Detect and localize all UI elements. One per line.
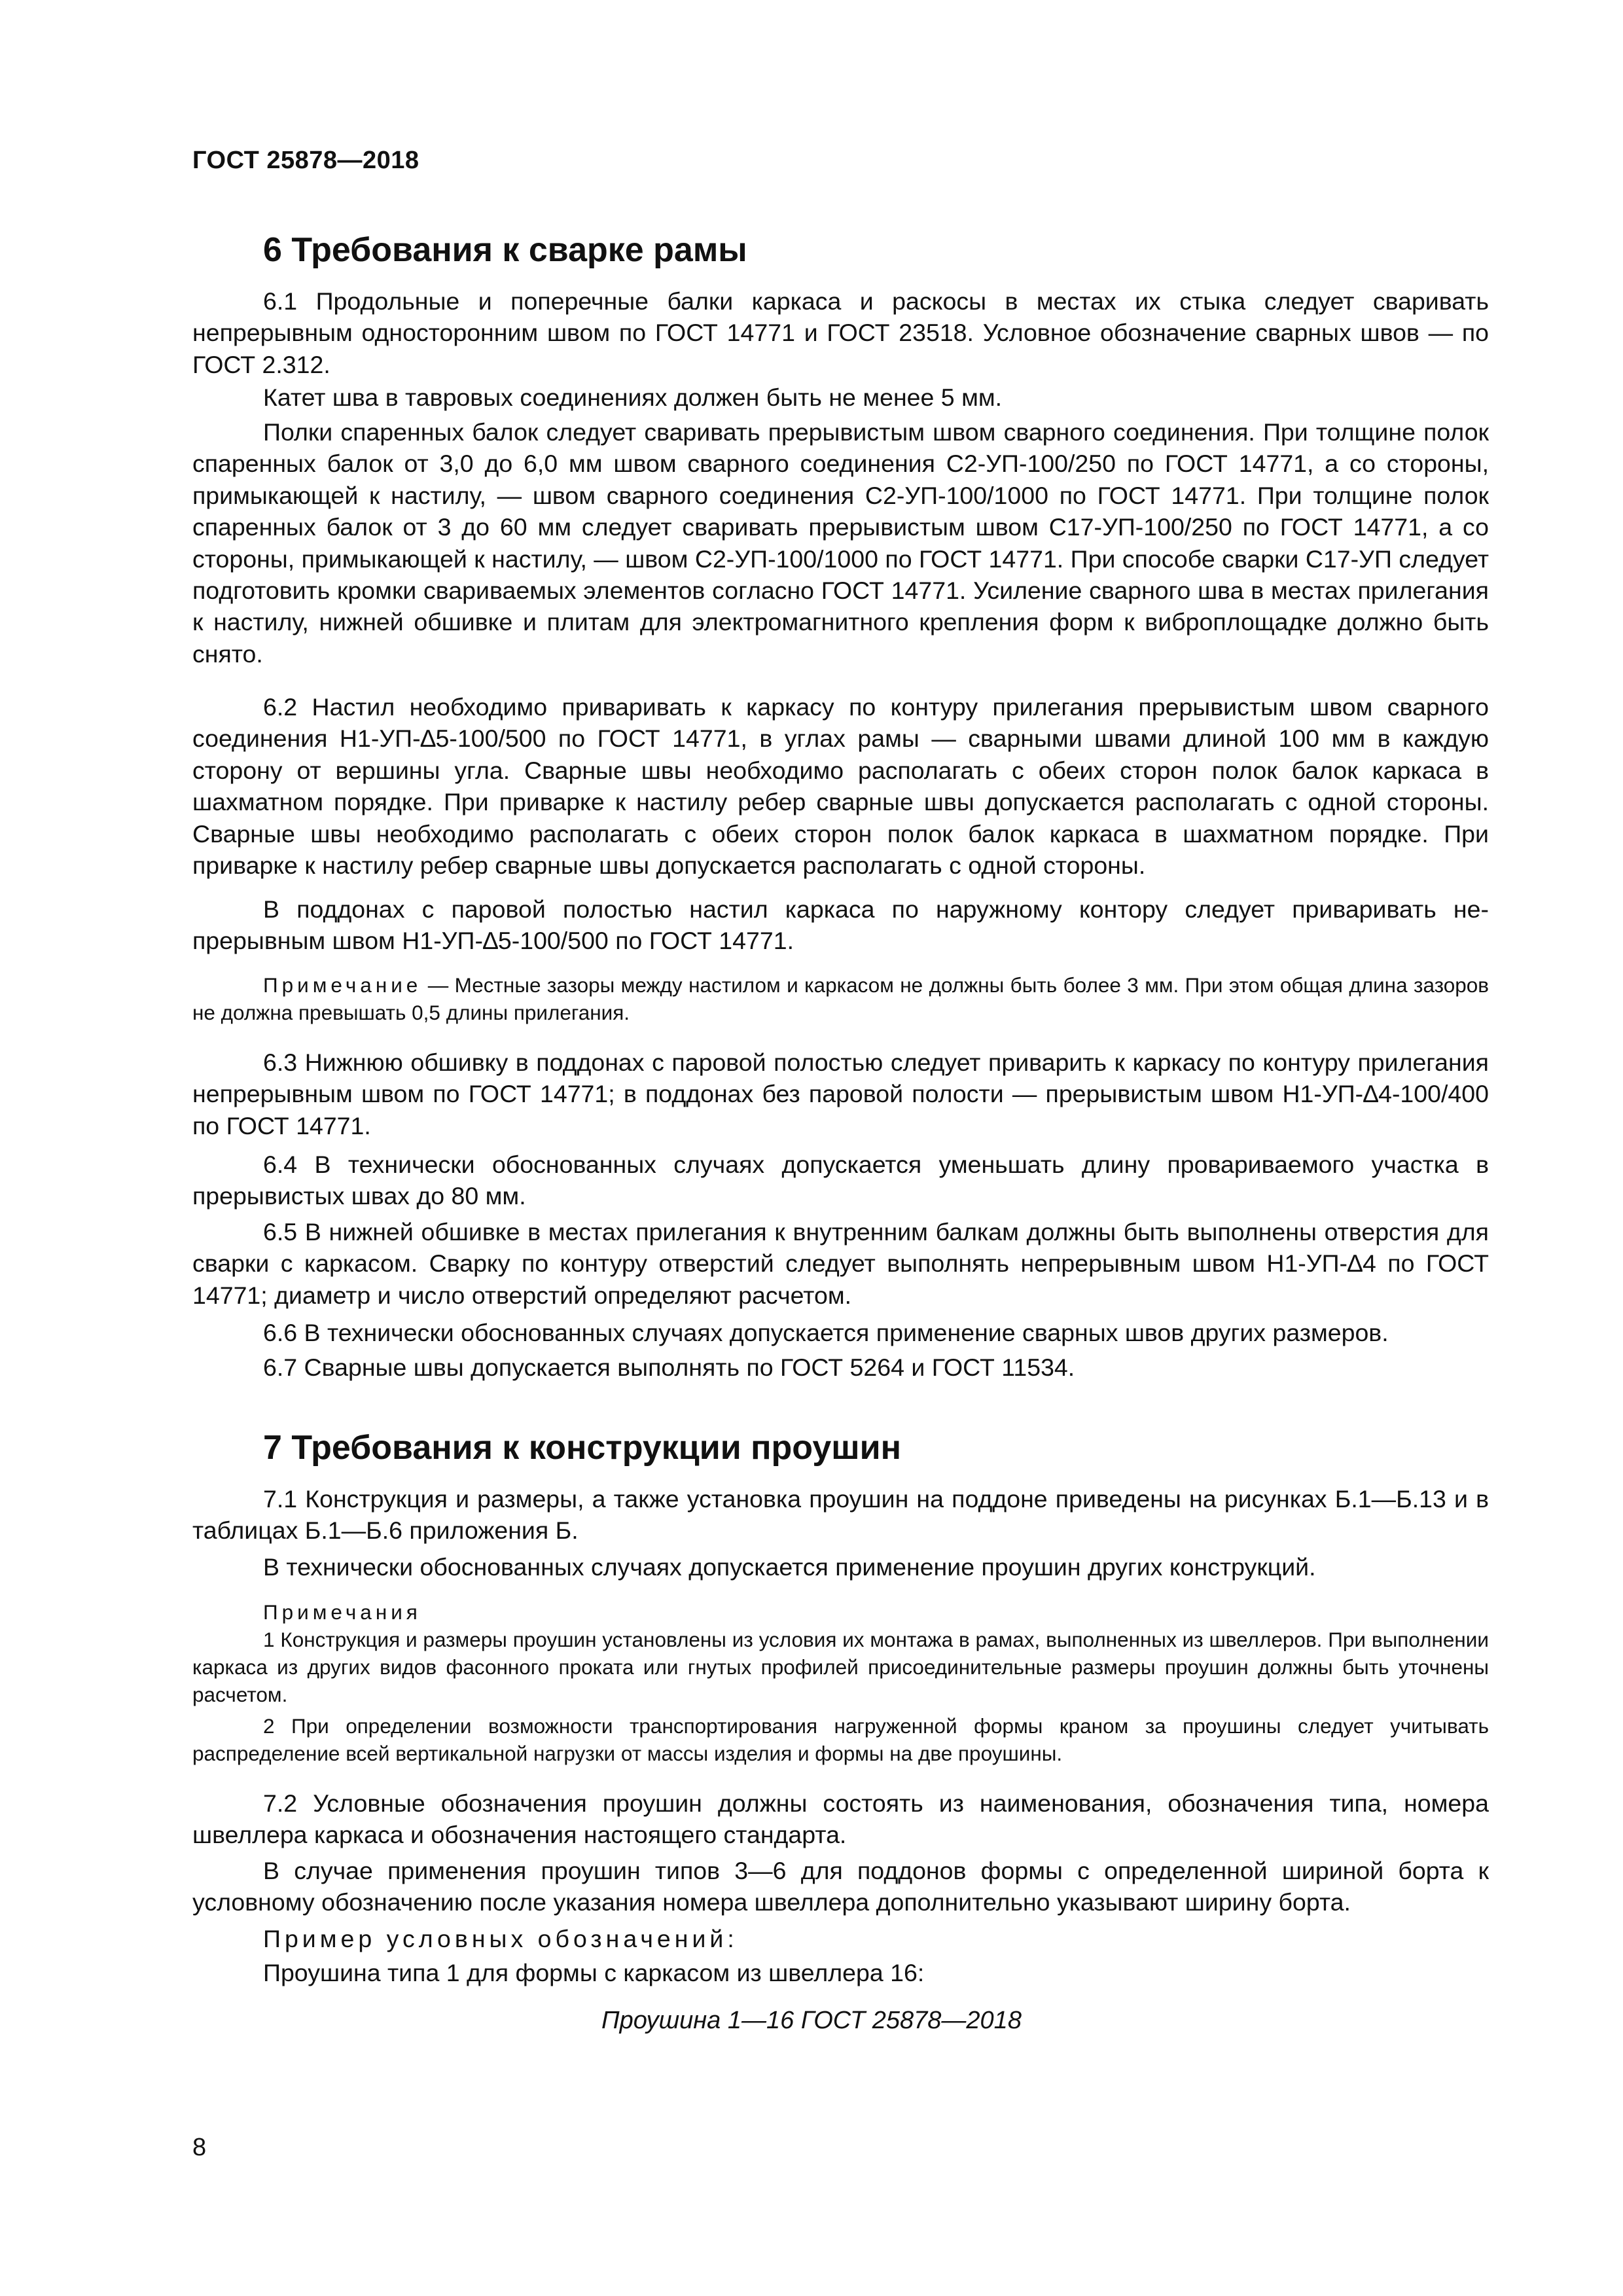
- notes-label: Примечания: [263, 1600, 421, 1624]
- paragraph-other-constructions: В технически обоснованных случаях допускается применение проушин других конструкций.: [263, 1553, 1316, 1581]
- example-formula: Проушина 1—16 ГОСТ 25878—2018: [601, 2007, 1022, 2034]
- paragraph-poddon: В поддонах с паровой полостью настил каркаса по наружному контору следует приваривать непрерывным швом Н1-УП-∆5-100/500 по ГОСТ 14771.: [192, 895, 1489, 955]
- note-6: [192, 971, 1489, 1026]
- paragraph-6-1: 6.1 Продольные и поперечные балки каркаса и раскосы в местах их стыка следует сваривать непрерывным односторонним швом по ГОСТ 14771 и ГОСТ 23518. Условное обозначение сварных швов — по ГОСТ 2.312.: [192, 287, 1489, 378]
- paragraph-types: В случае применения проушин типов 3—6 для поддонов формы с определенной шириной борта к условному обозначению после указания номера швеллера дополнительно указывают ширину борта.: [192, 1857, 1489, 1916]
- paragraph-7-2: 7.2 Условные обозначения проушин должны состоять из наименования, обозначения типа, номера швеллера каркаса и обозначения настоящего стандарта.: [192, 1789, 1489, 1849]
- note-1: 1 Конструкция и размеры проушин установлены из условия их монтажа в рамах, выполненных из швеллеров. При выполнении каркаса из других видов фасонного проката или гнутых профилей присоединительные размеры проушин должны быть уточнены расчетом.: [192, 1628, 1489, 1706]
- section-6-heading: 6 Требования к сварке рамы: [263, 231, 747, 269]
- example-label: Пример условных обозначений:: [263, 1925, 738, 1952]
- paragraph-6-6: 6.6 В технически обоснованных случаях допускается применение сварных швов других размеров.: [263, 1319, 1389, 1346]
- paragraph-polki: Полки спаренных балок следует сваривать прерывистым швом сварного соединения. При толщине полок спаренных балок от 3,0 до 6,0 мм швом сварного соединения С2-УП-100/250 по ГОСТ 14771, а со стороны, примыкающей к настилу, — швом сварного соединения С2-УП-100/1000 по ГОСТ 14771. При толщине полок спаренных балок от 3 до 60 мм следует сваривать прерывистым швом С17-УП-100/250 по ГОСТ 14771, а со стороны, примыкающей к настилу, — швом С2-УП-100/1000 по ГОСТ 14771. При способе сварки С17-УП следует подготовить кромки свариваемых элементов согласно ГОСТ 14771. Усиление сварного шва в местах прилегания к настилу, нижней обшивке и плитам для электромагнитного крепления форм к виброплощадке должно быть снято.: [192, 418, 1489, 668]
- note-2: 2 При определении возможности транспортирования нагруженной формы краном за проушины следует учитывать распределение всей вертикальной нагрузки от массы изделия и формы на две проушины.: [192, 1714, 1489, 1765]
- note-label: Примечание: [263, 973, 422, 997]
- document-code-header: ГОСТ 25878—2018: [192, 147, 419, 174]
- paragraph-6-3: 6.3 Нижнюю обшивку в поддонах с паровой полостью следует приварить к каркасу по контуру прилегания непрерывным швом по ГОСТ 14771; в поддонах без паровой полости — прерывистым швом Н1-УП-∆4-100/400 по ГОСТ 14771.: [192, 1049, 1489, 1139]
- paragraph-katet: Катет шва в тавровых соединениях должен быть не менее 5 мм.: [263, 384, 1003, 411]
- paragraph-6-4: 6.4 В технически обоснованных случаях допускается уменьшать длину провариваемого участка в прерывистых швах до 80 мм.: [192, 1151, 1489, 1210]
- paragraph-6-7: 6.7 Сварные швы допускается выполнять по ГОСТ 5264 и ГОСТ 11534.: [263, 1354, 1075, 1381]
- paragraph-6-2: 6.2 Настил необходимо приваривать к каркасу по контуру прилегания прерывистым швом сварного соединения Н1-УП-∆5-100/500 по ГОСТ 14771, в углах рамы — сварными швами длиной 100 мм в каждую сторону от вершины угла. Сварные швы необходимо располагать с обеих сторон полок балок каркаса в шахматном порядке. При приварке к настилу ребер сварные швы допускается располагать с одной стороны. Сварные швы необходимо располагать с обеих сторон полок балок каркаса в шахматном порядке. При приварке к настилу ребер сварные швы допускается располагать с одной стороны.: [192, 693, 1489, 880]
- example-description: Проушина типа 1 для формы с каркасом из швеллера 16:: [263, 1959, 925, 1986]
- page-number: 8: [192, 2134, 207, 2161]
- paragraph-7-1: 7.1 Конструкция и размеры, а также установка проушин на поддоне приведены на рисунках Б.1—Б.13 и в таблицах Б.1—Б.6 приложения Б.: [192, 1485, 1489, 1545]
- note-text: — Местные зазоры между настилом и каркасом не должны быть более 3 мм. При этом общая длина зазоров не должна превышать 0,5 длины прилегания.: [192, 973, 1489, 1024]
- section-7-heading: 7 Требования к конструкции проушин: [263, 1429, 902, 1467]
- paragraph-6-5: 6.5 В нижней обшивке в местах прилегания к внутренним балкам должны быть выполнены отверстия для сварки с каркасом. Сварку по контуру отверстий следует выполнять непрерывным швом Н1-УП-∆4 по ГОСТ 14771; диаметр и число отверстий определяют расчетом.: [192, 1218, 1489, 1309]
